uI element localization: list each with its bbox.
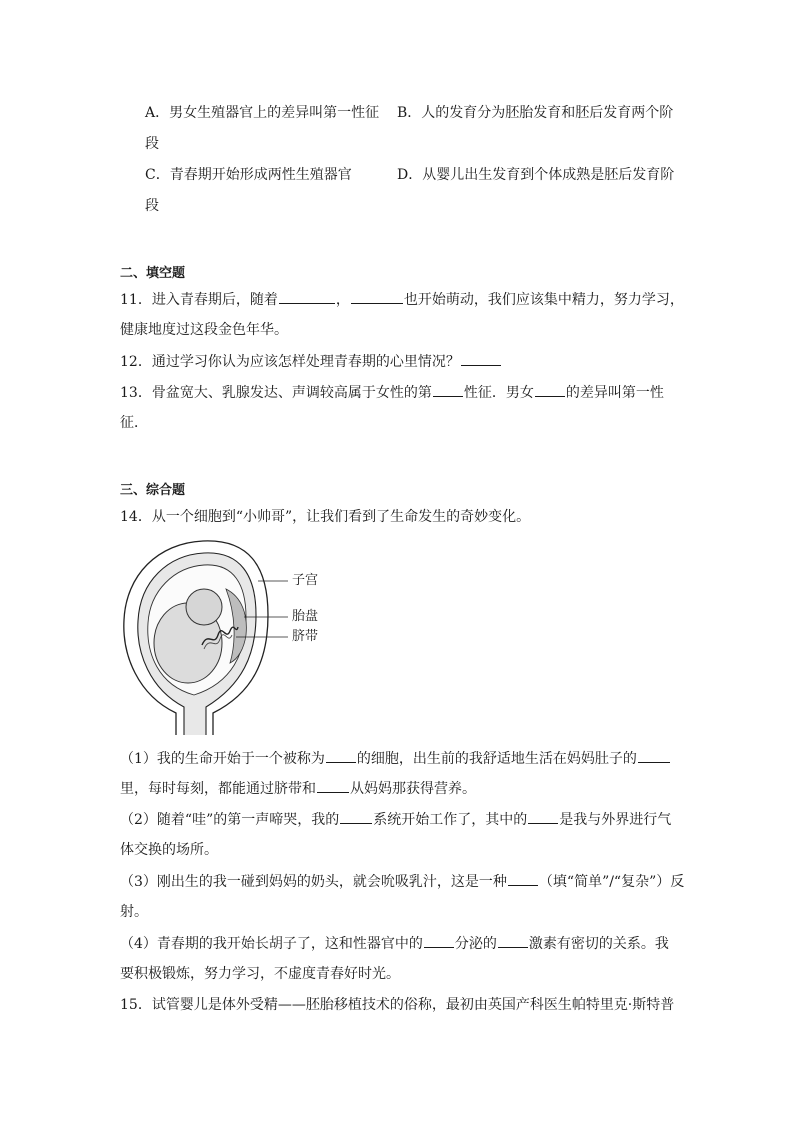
question-14-1 bbox=[120, 748, 671, 769]
option-c: C．青春期开始形成两性生殖器官 bbox=[145, 167, 352, 183]
q12-text-1: 12．通过学习你认为应该怎样处理青春期的心里情况？ bbox=[120, 354, 460, 370]
question-14-1-line-2 bbox=[120, 778, 476, 799]
question-14-2 bbox=[120, 809, 671, 830]
q14-3-text-1: （3）刚出生的我一碰到妈妈的奶头，就会吮吸乳汁，这是一种 bbox=[120, 874, 507, 890]
q14-1-blank-3[interactable] bbox=[317, 778, 349, 793]
q14-4-blank-2[interactable] bbox=[498, 933, 528, 948]
q11-text-1: 11．进入青春期后，随着 bbox=[120, 292, 278, 308]
q14-2-text-2: 系统开始工作了，其中的 bbox=[373, 812, 528, 828]
label-placenta: 胎盘 bbox=[292, 609, 319, 624]
section-comprehensive-title: 三、综合题 bbox=[120, 483, 186, 498]
option-b: B．人的发育分为胚胎发育和胚后发育两个阶 bbox=[397, 105, 674, 121]
option-d-continuation: 段 bbox=[145, 198, 159, 214]
q13-text-1: 13．骨盆宽大、乳腺发达、声调较高属于女性的第 bbox=[120, 385, 432, 401]
option-b-continuation: 段 bbox=[145, 136, 159, 152]
question-14-2-line-2: 体交换的场所。 bbox=[120, 842, 218, 858]
question-13 bbox=[120, 382, 664, 403]
q14-2-text-3: 是我与外界进行气 bbox=[559, 812, 672, 828]
q14-2-blank-2[interactable] bbox=[528, 809, 558, 824]
q14-2-blank-1[interactable] bbox=[340, 809, 372, 824]
q13-text-2: 性征．男女 bbox=[463, 385, 534, 401]
q14-1-blank-2[interactable] bbox=[638, 748, 670, 763]
question-14-4 bbox=[120, 933, 669, 954]
question-15: 15．试管婴儿是体外受精——胚胎移植技术的俗称，最初由英国产科医生帕特里克·斯特普 bbox=[120, 997, 675, 1013]
question-12 bbox=[120, 351, 502, 372]
label-umbilical-cord: 脐带 bbox=[292, 629, 319, 644]
q11-text-3: 也开始萌动，我们应该集中精力，努力学习， bbox=[403, 292, 684, 308]
q11-text-2: ， bbox=[335, 292, 350, 308]
q14-3-text-2: （填“简单”/“复杂”）反 bbox=[538, 874, 685, 890]
q14-1-text-3: 里，每时每刻，都能通过脐带和 bbox=[120, 781, 316, 797]
q14-4-blank-1[interactable] bbox=[424, 933, 454, 948]
section-fill-blank-title: 二、填空题 bbox=[120, 266, 186, 281]
question-14-3 bbox=[120, 871, 684, 892]
question-14-3-line-2: 射。 bbox=[120, 904, 148, 920]
q14-2-text-1: （2）随着“哇”的第一声啼哭，我的 bbox=[120, 812, 340, 828]
q11-blank-2[interactable] bbox=[351, 289, 403, 304]
q14-1-text-4: 从妈妈那获得营养。 bbox=[350, 781, 476, 797]
q14-1-text-1: （1）我的生命开始于一个被称为 bbox=[120, 751, 325, 767]
question-11 bbox=[120, 289, 684, 310]
option-a: A．男女生殖器官上的差异叫第一性征 bbox=[145, 105, 380, 121]
q13-blank-2[interactable] bbox=[535, 382, 565, 397]
q14-4-text-3: 激素有密切的关系。我 bbox=[528, 936, 669, 952]
question-14-intro: 14．从一个细胞到“小帅哥”，让我们看到了生命发生的奇妙变化。 bbox=[120, 509, 531, 525]
question-11-line-2: 健康地度过这段金色年华。 bbox=[120, 322, 288, 338]
q14-4-text-2: 分泌的 bbox=[454, 936, 497, 952]
label-uterus: 子宫 bbox=[292, 573, 319, 588]
q11-blank-1[interactable] bbox=[279, 289, 335, 304]
uterus-fetus-diagram bbox=[118, 535, 348, 740]
q14-4-text-1: （4）青春期的我开始长胡子了，这和性器官中的 bbox=[120, 936, 423, 952]
option-d: D．从婴儿出生发育到个体成熟是胚后发育阶 bbox=[397, 167, 675, 183]
question-13-line-2: 征． bbox=[120, 415, 148, 431]
q14-1-blank-1[interactable] bbox=[326, 748, 356, 763]
q14-1-text-2: 的细胞，出生前的我舒适地生活在妈妈肚子的 bbox=[356, 751, 637, 767]
q13-blank-1[interactable] bbox=[433, 382, 463, 397]
q12-blank-1[interactable] bbox=[461, 351, 501, 366]
q14-3-blank-1[interactable] bbox=[508, 871, 538, 886]
q13-text-3: 的差异叫第一性 bbox=[565, 385, 664, 401]
question-14-4-line-2: 要积极锻炼，努力学习，不虚度青春好时光。 bbox=[120, 966, 400, 982]
